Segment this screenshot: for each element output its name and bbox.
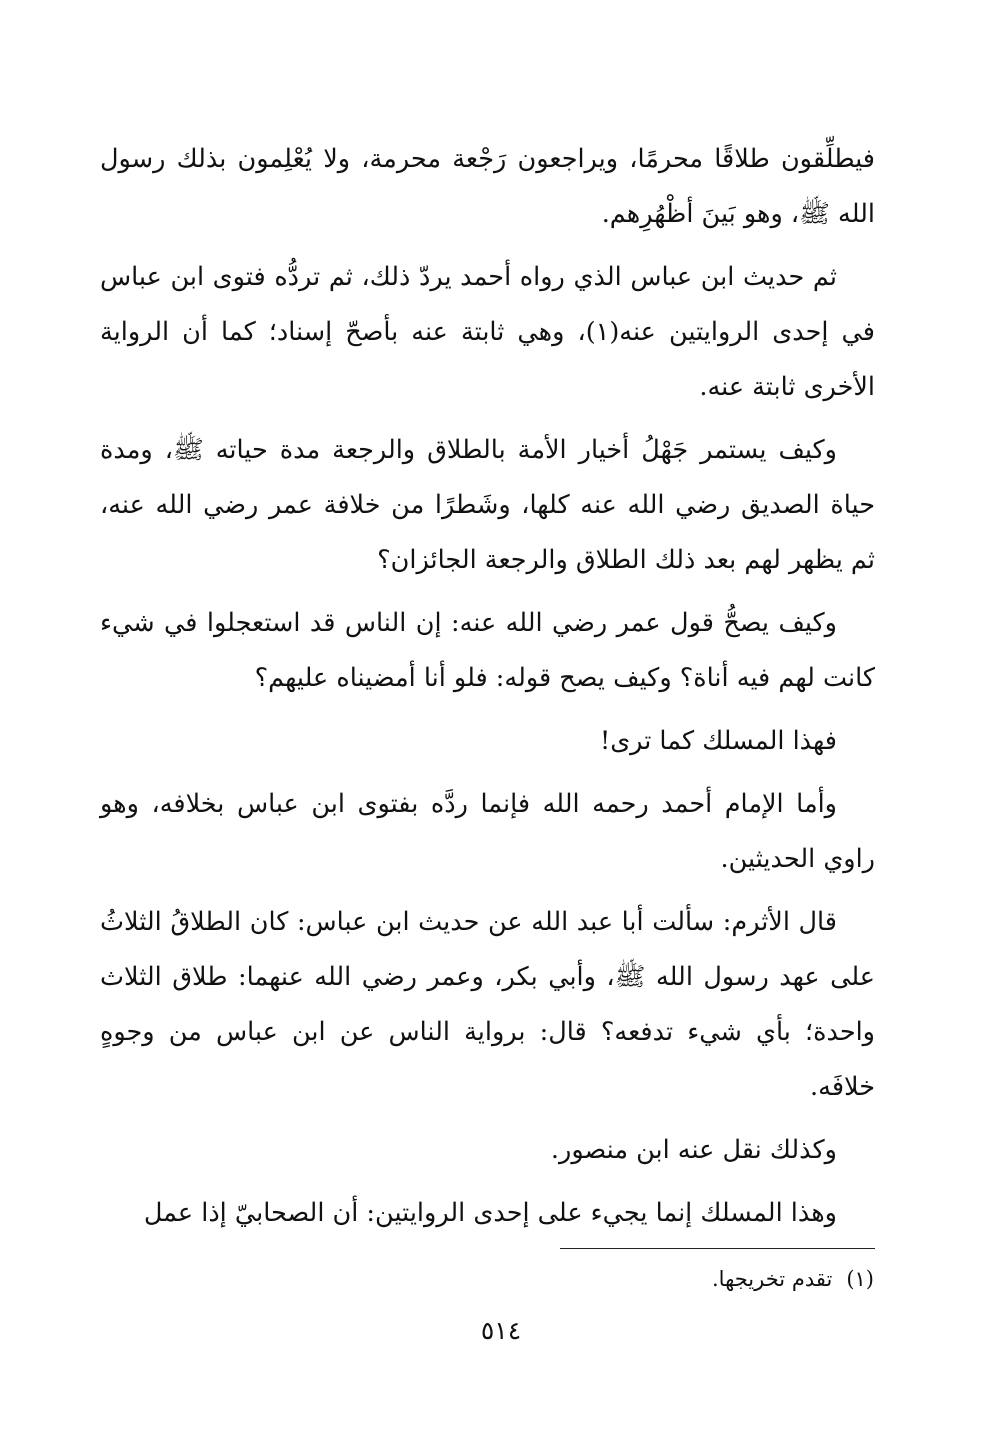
footnote-text: تقدم تخريجها. bbox=[712, 1267, 833, 1291]
page-number: ٥١٤ bbox=[480, 1316, 522, 1345]
paragraph-1: فيطلِّقون طلاقًا محرمًا، ويراجعون رَجْعة محرمة، ولا يُعْلِمون بذلك رسول الله ﷺ، وهو بَينَ أظْهُرِهم. bbox=[100, 144, 875, 229]
paragraph-8: وكذلك نقل عنه ابن منصور. bbox=[550, 1135, 837, 1165]
main-text bbox=[100, 132, 875, 1249]
paragraph-6: وأما الإمام أحمد رحمه الله فإنما ردَّه بفتوى ابن عباس بخلافه، وهو راوي الحديثين. bbox=[100, 789, 875, 874]
paragraph-7: قال الأثرم: سألت أبا عبد الله عن حديث ابن عباس: كان الطلاقُ الثلاثُ على عهد رسول الله ﷺ، وأبي بكر، وعمر رضي الله عنهما: طلاق الثلاث واحدة؛ بأي شيء تدفعه؟ قال: برواية الناس عن ابن عباس من وجوهٍ خلافَه. bbox=[100, 907, 875, 1102]
footnote-divider bbox=[560, 1248, 875, 1249]
paragraph-9: وهذا المسلك إنما يجيء على إحدى الروايتين: أن الصحابيّ إذا عمل bbox=[143, 1198, 837, 1228]
paragraph-5: فهذا المسلك كما ترى! bbox=[599, 726, 837, 756]
footnote bbox=[712, 1264, 874, 1294]
paragraph-4: وكيف يصحُّ قول عمر رضي الله عنه: إن الناس قد استعجلوا في شيء كانت لهم فيه أناة؟ وكيف يصح قوله: فلو أنا أمضيناه عليهم؟ bbox=[100, 608, 875, 693]
footnote-number: (١) bbox=[846, 1267, 874, 1291]
paragraph-2: ثم حديث ابن عباس الذي رواه أحمد يردّ ذلك، ثم تردُّه فتوى ابن عباس في إحدى الروايتين عنه(١)، وهي ثابتة عنه بأصحّ إسناد؛ كما أن الرواية الأخرى ثابتة عنه. bbox=[100, 262, 875, 402]
paragraph-3: وكيف يستمر جَهْلُ أخيار الأمة بالطلاق والرجعة مدة حياته ﷺ، ومدة حياة الصديق رضي الله عنه كلها، وشَطرًا من خلافة عمر رضي الله عنه، ثم يظهر لهم بعد ذلك الطلاق والرجعة الجائزان؟ bbox=[100, 435, 875, 575]
